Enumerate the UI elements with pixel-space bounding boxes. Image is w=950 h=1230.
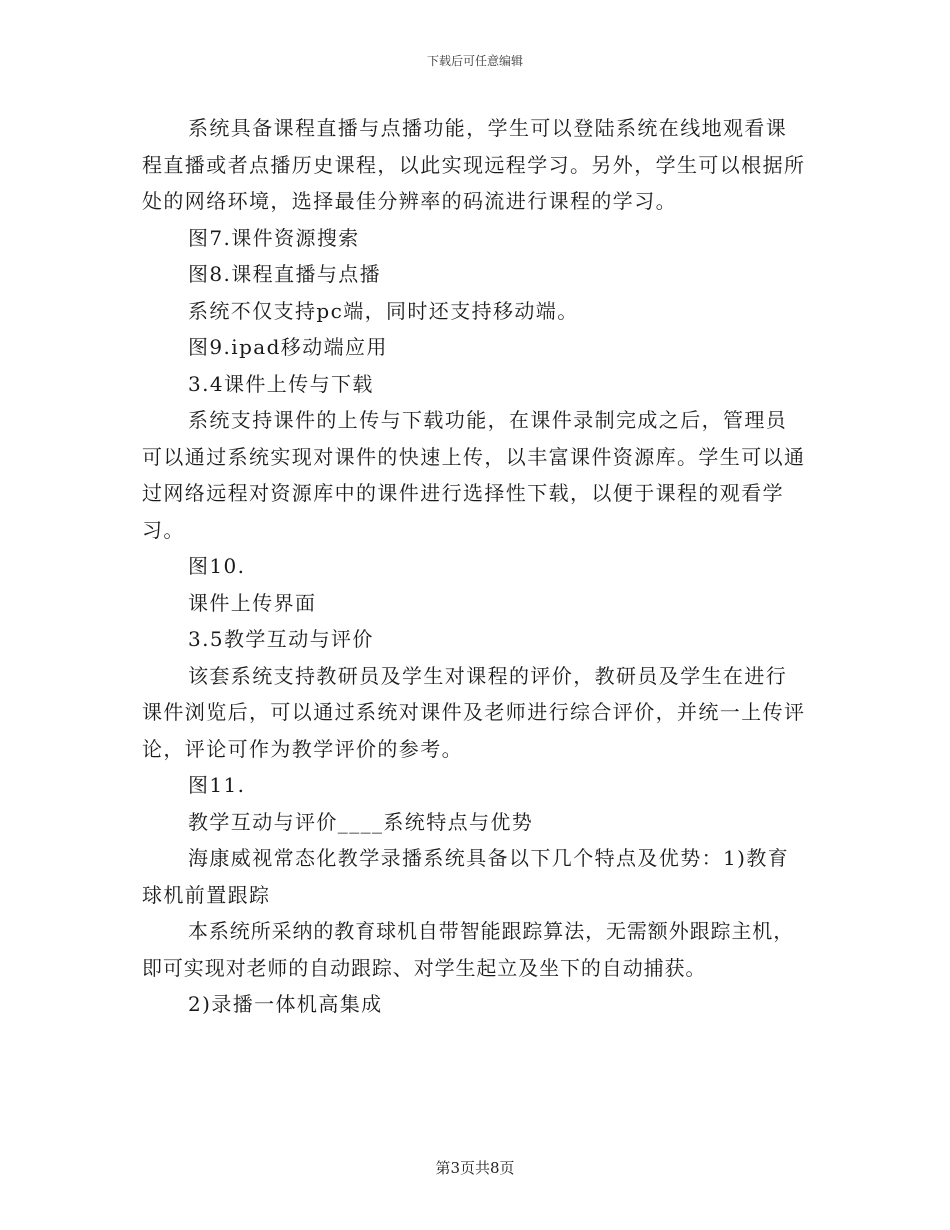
figure-caption-11-title: 教学互动与评价____系统特点与优势 [188, 809, 534, 834]
list-item-all-in-one: 2)录播一体机高集成 [188, 992, 383, 1016]
figure-caption-9: 图9.ipad移动端应用 [188, 335, 388, 359]
figure-caption-8: 图8.课程直播与点播 [188, 262, 382, 286]
figure-caption-7: 图7.课件资源搜索 [188, 225, 360, 250]
section-heading-3-4: 3.4课件上传与下载 [188, 371, 374, 396]
figure-caption-10-title: 课件上传界面 [188, 590, 317, 615]
paragraph-live-vod-intro: 系统具备课程直播与点播功能，学生可以登陆系统在线地观看课程直播或者点播历史课程，以此实现远程学习。另外，学生可以根据所处的网络环境，选择最佳分辨率的码流进行课程的学习。 [142, 116, 806, 213]
figure-caption-11: 图11. [188, 773, 246, 797]
paragraph-pc-mobile: 系统不仅支持pc端，同时还支持移动端。 [188, 298, 579, 323]
paragraph-features-intro: 海康威视常态化教学录播系统具备以下几个特点及优势：1)教育球机前置跟踪 [142, 846, 790, 907]
paragraph-ptz-tracking: 本系统所采纳的教育球机自带智能跟踪算法，无需额外跟踪主机，即可实现对老师的自动跟踪、对学生起立及坐下的自动捕获。 [142, 919, 795, 980]
document-body [142, 110, 808, 1023]
page-footer: 第3页共8页 [435, 1159, 515, 1177]
paragraph-upload-download: 系统支持课件的上传与下载功能，在课件录制完成之后，管理员可以通过系统实现对课件的快速上传，以丰富课件资源库。学生可以通过网络远程对资源库中的课件进行选择性下载，以便于课程的观看学习。 [142, 408, 806, 542]
paragraph-evaluation: 该套系统支持教研员及学生对课程的评价，教研员及学生在进行课件浏览后，可以通过系统对课件及老师进行综合评价，并统一上传评论，评论可作为教学评价的参考。 [142, 663, 806, 761]
page-header: 下载后可任意编辑 [426, 54, 523, 68]
figure-caption-10: 图10. [188, 554, 246, 578]
section-heading-3-5: 3.5教学互动与评价 [188, 627, 374, 651]
